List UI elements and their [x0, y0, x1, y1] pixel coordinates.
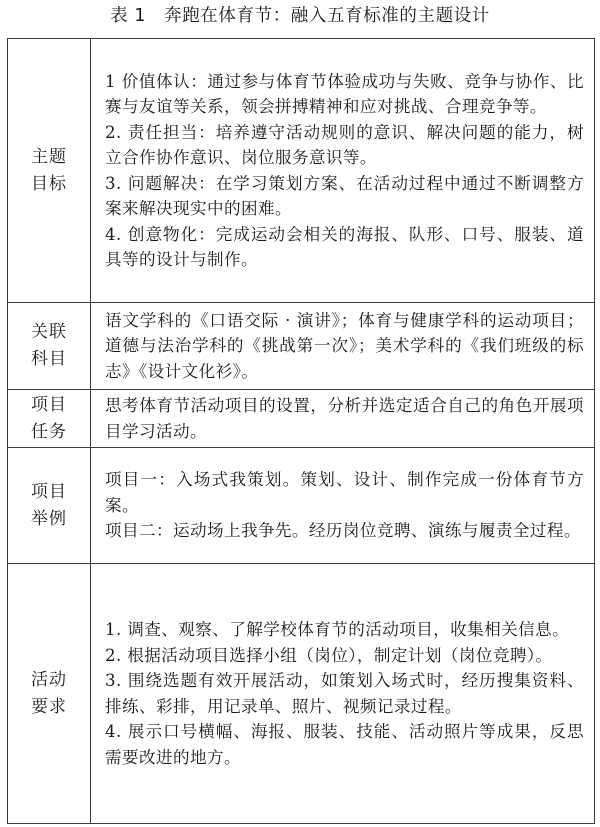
row-label-theme-goals: 主题 目标: [8, 39, 91, 303]
row-label-project-examples: 项目 举例: [8, 448, 91, 564]
row-content-project-task: [91, 390, 595, 448]
table-row-activity-requirements: [8, 564, 595, 824]
paragraph: 2. 责任担当：培养遵守活动规则的意识、解决问题的能力，树立合作协作意识、岗位服务意识等。: [105, 122, 584, 167]
paragraph: 3. 问题解决：在学习策划方案、在活动过程中通过不断调整方案来解决现实中的困难。: [105, 173, 584, 218]
table-number: 表 1: [110, 6, 147, 26]
paragraph: 项目一：入场式我策划。策划、设计、制作完成一份体育节方案。: [105, 470, 584, 515]
paragraph: 项目二：运动场上我争先。经历岗位竞聘、演练与履责全过程。: [105, 521, 581, 541]
table-caption: [0, 0, 600, 38]
paragraph: 4. 展示口号横幅、海报、服装、技能、活动照片等成果，反思需要改进的地方。: [105, 722, 584, 767]
table-row-project-examples: [8, 448, 595, 564]
row-content-theme-goals: [91, 39, 595, 303]
row-label-project-task: 项目 任务: [8, 390, 91, 448]
table-row-related-subjects: [8, 303, 595, 390]
row-content-project-examples: [91, 448, 595, 564]
row-label-related-subjects: 关联 科目: [8, 303, 91, 390]
paragraph: 思考体育节活动项目的设置，分析并选定适合自己的角色开展项目学习活动。: [105, 396, 584, 441]
row-content-related-subjects: [91, 303, 595, 390]
paragraph: 1. 调查、观察、了解学校体育节的活动项目，收集相关信息。: [105, 620, 570, 639]
row-label-activity-requirements: 活动 要求: [8, 564, 91, 824]
row-content-activity-requirements: [91, 564, 595, 824]
theme-design-table: [7, 38, 595, 824]
table-row-theme-goals: [8, 39, 595, 303]
paragraph: 1 价值体认：通过参与体育节体验成功与失败、竞争与协作、比赛与友谊等关系，领会拼搏精神和应对挑战、合理竞争等。: [105, 71, 584, 116]
paragraph: 2. 根据活动项目选择小组（岗位），制定计划（岗位竞聘）。: [105, 645, 553, 665]
paragraph: 4. 创意物化：完成运动会相关的海报、队形、口号、服装、道具等的设计与制作。: [105, 224, 584, 269]
table-row-project-task: [8, 390, 595, 448]
paragraph: 3. 围绕选题有效开展活动，如策划入场式时，经历搜集资料、排练、彩排，用记录单、照片、视频记录过程。: [105, 671, 584, 716]
paragraph: 语文学科的《口语交际 · 演讲》；体育与健康学科的运动项目；道德与法治学科的《挑战第一次》；美术学科的《我们班级的标志》《设计文化衫》。: [105, 310, 584, 381]
table-title: 奔跑在体育节：融入五育标准的主题设计: [164, 6, 490, 26]
